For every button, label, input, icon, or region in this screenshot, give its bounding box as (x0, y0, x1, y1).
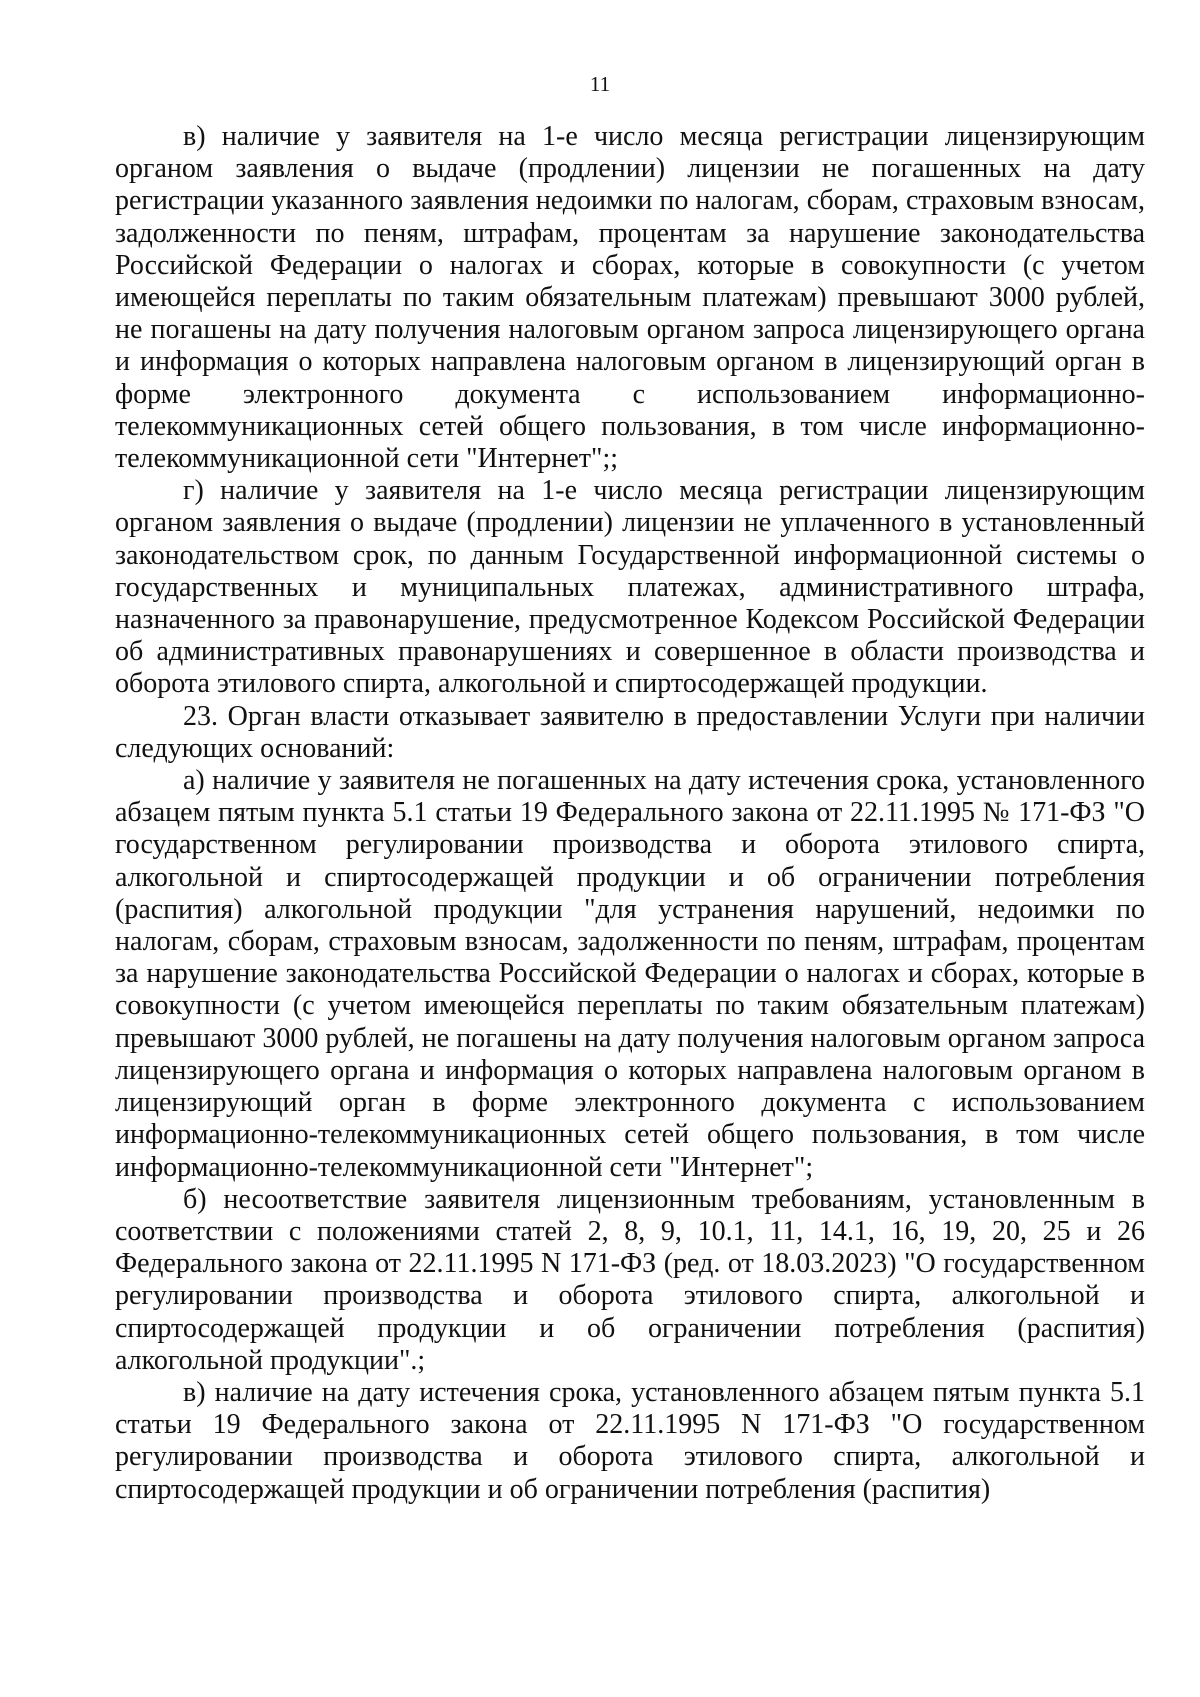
paragraph-b-license-requirements: б) несоответствие заявителя лицензионным требованиям, установленным в соответствии с положениями статей 2, 8, 9, 10.1, 11, 14.1, 16, 19, 20, 25 и 26 Федерального закона от 22.11.1995 N 171-ФЗ (ред. от 18.03.2023) "О государственном регулировании производства и оборота этилового спирта, алкогольной и спиртосодержащей продукции и об ограничении потребления (распития) алкогольной продукции".; (115, 1183, 1145, 1376)
paragraph-23-refusal-grounds: 23. Орган власти отказывает заявителю в предоставлении Услуги при наличии следующих оснований: (115, 700, 1145, 764)
paragraph-v-arrears-on-deadline: в) наличие на дату истечения срока, установленного абзацем пятым пункта 5.1 статьи 19 Федерального закона от 22.11.1995 N 171-ФЗ "О государственном регулировании производства и оборота этилового спирта, алкогольной и спиртосодержащей продукции и об ограничении потребления (распития) (115, 1376, 1145, 1505)
document-body (115, 121, 1145, 1506)
paragraph-a-unpaid-arrears: а) наличие у заявителя не погашенных на дату истечения срока, установленного абзацем пятым пункта 5.1 статьи 19 Федерального закона от 22.11.1995 № 171-ФЗ "О государственном регулировании производства и оборота этилового спирта, алкогольной и спиртосодержащей продукции и об ограничении потребления (распития) алкогольной продукции "для устранения нарушений, недоимки по налогам, сборам, страховым взносам, задолженности по пеням, штрафам, процентам за нарушение законодательства Российской Федерации о налогах и сборах, которые в совокупности (с учетом имеющейся переплаты по таким обязательным платежам) превышают 3000 рублей, не погашены на дату получения налоговым органом запроса лицензирующего органа и информация о которых направлена налоговым органом в лицензирующий орган в форме электронного документа с использованием информационно-телекоммуникационных сетей общего пользования, в том числе информационно-телекоммуникационной сети "Интернет"; (115, 765, 1145, 1183)
page-number: 11 (589, 72, 611, 96)
paragraph-v-tax-arrears: в) наличие у заявителя на 1-е число месяца регистрации лицензирующим органом заявления о выдаче (продлении) лицензии не погашенных на дату регистрации указанного заявления недоимки по налогам, сборам, страховым взносам, задолженности по пеням, штрафам, процентам за нарушение законодательства Российской Федерации о налогах и сборах, которые в совокупности (с учетом имеющейся переплаты по таким обязательным платежам) превышают 3000 рублей, не погашены на дату получения налоговым органом запроса лицензирующего органа и информация о которых направлена налоговым органом в лицензирующий орган в форме электронного документа с использованием информационно-телекоммуникационных сетей общего пользования, в том числе информационно-телекоммуникационной сети "Интернет";; (115, 121, 1145, 475)
paragraph-g-unpaid-fine: г) наличие у заявителя на 1-е число месяца регистрации лицензирующим органом заявления о выдаче (продлении) лицензии не уплаченного в установленный законодательством срок, по данным Государственной информационной системы о государственных и муниципальных платежах, административного штрафа, назначенного за правонарушение, предусмотренное Кодексом Российской Федерации об административных правонарушениях и совершенное в области производства и оборота этилового спирта, алкогольной и спиртосодержащей продукции. (115, 475, 1145, 700)
